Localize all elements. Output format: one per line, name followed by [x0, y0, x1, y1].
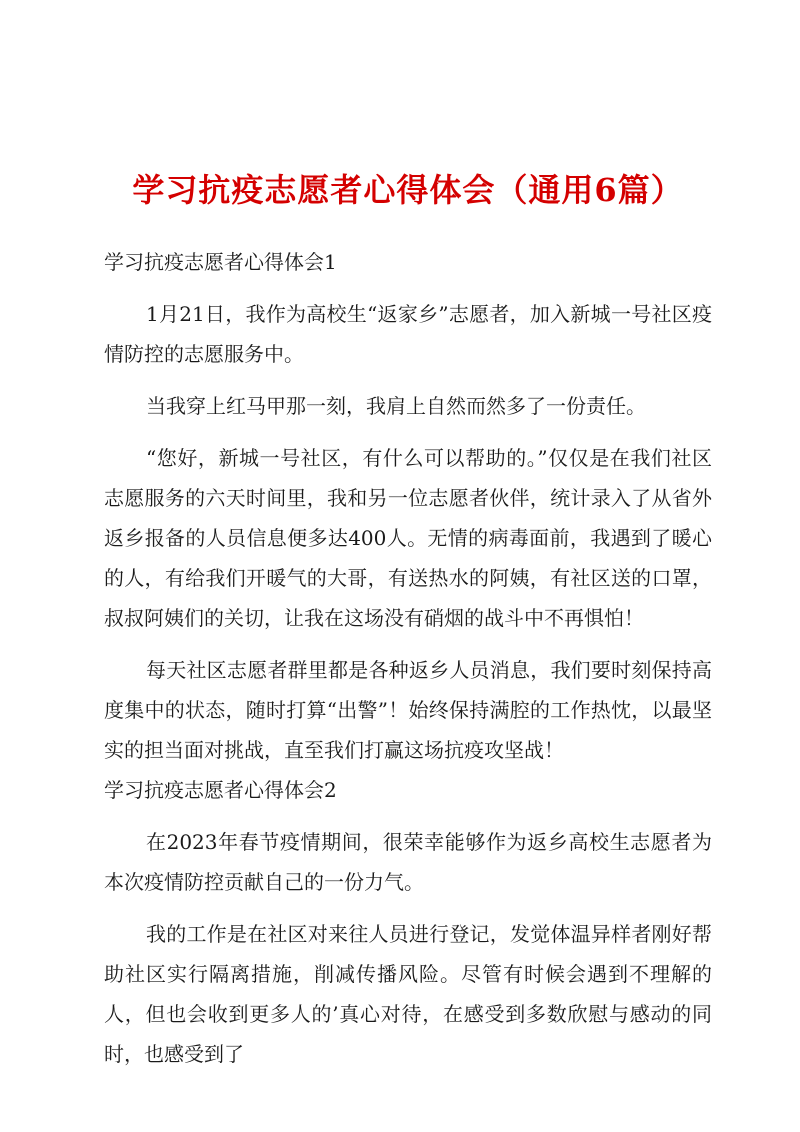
spacer: [104, 902, 712, 914]
paragraph: 每天社区志愿者群里都是各种返乡人员消息，我们要时刻保持高度集中的状态，随时打算“出警”！始终保持满腔的工作热忱，以最坚实的担当面对挑战，直至我们打赢这场抗疫攻坚战！: [104, 658, 712, 762]
section-heading: 学习抗疫志愿者心得体会2: [104, 778, 337, 802]
document-body: [104, 242, 712, 1074]
section-heading: 学习抗疫志愿者心得体会1: [104, 250, 337, 274]
section-1: [104, 242, 712, 770]
paragraph: 当我穿上红马甲那一刻，我肩上自然而然多了一份责任。: [146, 394, 646, 418]
paragraph: “您好，新城一号社区，有什么可以帮助的。”仅仅是在我们社区志愿服务的六天时间里，我和另一位志愿者伙伴，统计录入了从省外返乡报备的人员信息便多达400人。无情的病毒面前，我遇到了暖心的人，有给我们开暖气的大哥，有送热水的阿姨，有社区送的口罩，叔叔阿姨们的关切，让我在这场没有硝烟的战斗中不再惧怕！: [104, 446, 712, 630]
spacer: [104, 638, 712, 650]
paragraph: 在2023年春节疫情期间，很荣幸能够作为返乡高校生志愿者为本次疫情防控贡献自己的一份力气。: [104, 830, 712, 894]
paragraph: 我的工作是在社区对来往人员进行登记，发觉体温异样者刚好帮助社区实行隔离措施，削减传播风险。尽管有时候会遇到不理解的人，但也会收到更多人的’真心对待，在感受到多数欣慰与感动的同时，也感受到了: [104, 922, 712, 1066]
spacer: [104, 374, 712, 386]
spacer: [104, 426, 712, 438]
section-2: [104, 770, 712, 1074]
spacer: [104, 282, 712, 294]
spacer: [104, 810, 712, 822]
paragraph: 1月21日，我作为高校生“返家乡”志愿者，加入新城一号社区疫情防控的志愿服务中。: [104, 302, 712, 366]
document-title: 学习抗疫志愿者心得体会（通用6篇）: [132, 171, 684, 209]
